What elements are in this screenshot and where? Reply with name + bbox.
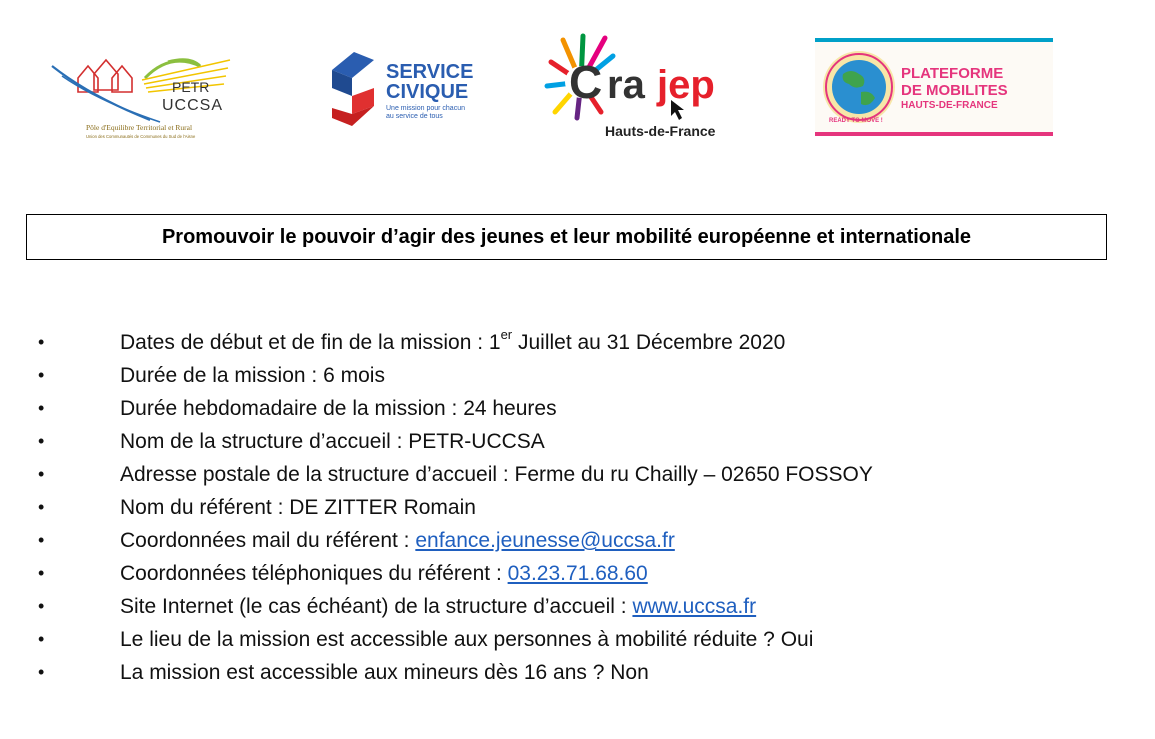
- bullet: •: [38, 563, 45, 583]
- list-item-email: [0, 524, 1155, 557]
- list-item-weekly-hours: [0, 392, 1155, 425]
- item-label: Nom de la structure d’accueil : PETR-UCCSA: [120, 430, 545, 453]
- bullet: •: [38, 464, 45, 484]
- list-item-website: [0, 590, 1155, 623]
- item-label: Adresse postale de la structure d’accueil : Ferme du ru Chailly – 02650 FOSSOY: [120, 463, 873, 486]
- sc-tagline1: Une mission pour chacun: [386, 105, 465, 112]
- item-label: Le lieu de la mission est accessible aux personnes à mobilité réduite ? Oui: [120, 628, 814, 651]
- title-box: [26, 214, 1107, 260]
- item-superscript: er: [500, 327, 513, 342]
- plateforme-line2: DE MOBILITES: [901, 82, 1008, 99]
- bullet: •: [38, 629, 45, 649]
- list-item-phone: [0, 557, 1155, 590]
- petr-subtagline: Union des Communautés de Communes du Sud de l'Aisne: [86, 134, 196, 139]
- crajep-jep: jep: [657, 63, 715, 107]
- crajep-ra: ra: [607, 63, 645, 107]
- petr-line1: PETR: [172, 79, 210, 95]
- item-label: Durée hebdomadaire de la mission : 24 heures: [120, 397, 557, 420]
- crajep-c: C: [569, 56, 603, 108]
- item-label: La mission est accessible aux mineurs dès 16 ans ? Non: [120, 661, 649, 684]
- bullet: •: [38, 431, 45, 451]
- item-label: Coordonnées téléphoniques du référent :: [120, 562, 508, 585]
- item-label: Site Internet (le cas échéant) de la structure d’accueil :: [120, 595, 633, 618]
- list-item-dates: [0, 326, 1155, 359]
- bullet: •: [38, 398, 45, 418]
- crajep-logo: [543, 32, 733, 142]
- item-label: Dates de début et de fin de la mission : 1: [120, 331, 501, 354]
- petr-line2: UCCSA: [162, 97, 224, 114]
- bullet: •: [38, 497, 45, 517]
- logo-banner: [0, 0, 1155, 160]
- list-item-minors: [0, 656, 1155, 689]
- petr-tagline: Pôle d'Equilibre Territorial et Rural: [86, 123, 193, 132]
- petr-uccsa-logo: [50, 48, 235, 143]
- phone-link[interactable]: 03.23.71.68.60: [507, 562, 648, 585]
- page-title: Promouvoir le pouvoir d’agir des jeunes et leur mobilité européenne et internationale: [161, 225, 972, 248]
- sc-tagline2: au service de tous: [386, 113, 443, 120]
- service-civique-logo: [330, 48, 475, 130]
- plateforme-line1: PLATEFORME: [901, 65, 1004, 82]
- bullet: •: [38, 365, 45, 385]
- bullet: •: [38, 662, 45, 682]
- email-link[interactable]: enfance.jeunesse@uccsa.fr: [415, 529, 675, 552]
- item-label: Coordonnées mail du référent :: [120, 529, 416, 552]
- list-item-referent: [0, 491, 1155, 524]
- item-label: Durée de la mission : 6 mois: [120, 364, 385, 387]
- crajep-region: Hauts-de-France: [605, 123, 716, 139]
- bullet: •: [38, 596, 45, 616]
- bullet: •: [38, 530, 45, 550]
- list-item-address: [0, 458, 1155, 491]
- sc-line1: SERVICE: [386, 61, 474, 83]
- plateforme-globe-text: READY TO MOVE !: [829, 118, 883, 124]
- item-label: Nom du référent : DE ZITTER Romain: [120, 496, 476, 519]
- website-link[interactable]: www.uccsa.fr: [632, 595, 757, 618]
- list-item-structure-name: [0, 425, 1155, 458]
- bullet: •: [38, 332, 45, 352]
- sc-line2: CIVIQUE: [386, 81, 469, 103]
- plateforme-mobilites-logo: [815, 38, 1055, 136]
- mission-info-list: [0, 326, 1155, 689]
- list-item-accessibility: [0, 623, 1155, 656]
- list-item-duration: [0, 359, 1155, 392]
- plateforme-line3: HAUTS-DE-FRANCE: [901, 100, 998, 111]
- item-rest: Juillet au 31 Décembre 2020: [512, 331, 786, 354]
